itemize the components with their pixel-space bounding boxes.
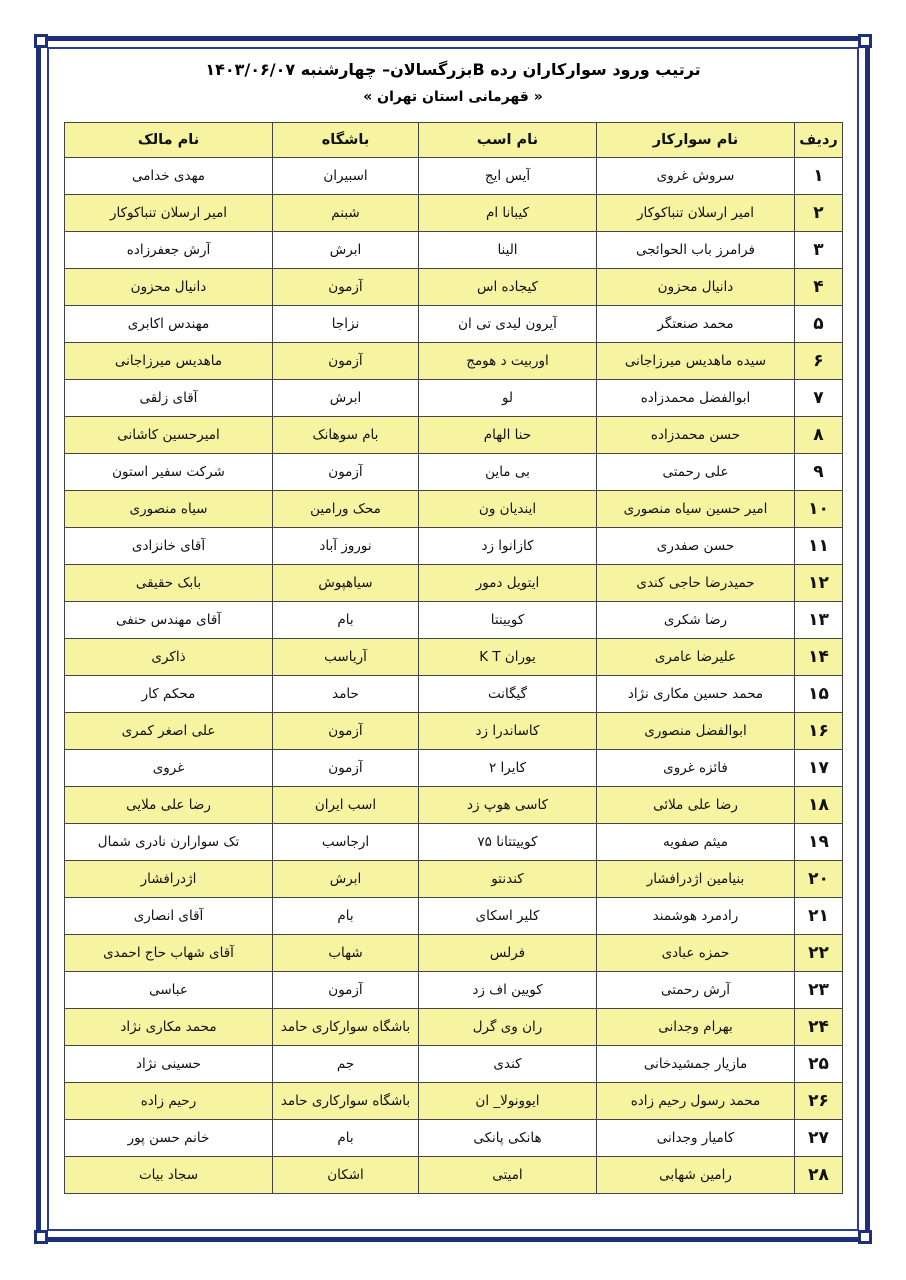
- column-header-horse-name: نام اسب: [419, 123, 597, 158]
- frame-corner-ornament: [858, 1230, 872, 1244]
- row-number-cell: ۲۳: [795, 972, 843, 1009]
- rider-name-cell: علیرضا عامری: [597, 639, 795, 676]
- club-name-cell: آزمون: [273, 713, 419, 750]
- table-row: [65, 1083, 843, 1120]
- horse-name-cell: کیبانا ام: [419, 195, 597, 232]
- table-row: [65, 898, 843, 935]
- club-name-cell: باشگاه سوارکاری حامد: [273, 1083, 419, 1120]
- rider-name-cell: حمیدرضا حاجی کندی: [597, 565, 795, 602]
- club-name-cell: بام سوهانک: [273, 417, 419, 454]
- club-name-cell: باشگاه سوارکاری حامد: [273, 1009, 419, 1046]
- rider-name-cell: بنیامین اژدرافشار: [597, 861, 795, 898]
- horse-name-cell: بی ماین: [419, 454, 597, 491]
- table-row: [65, 417, 843, 454]
- horse-name-cell: کویین اف زد: [419, 972, 597, 1009]
- row-number-cell: ۱: [795, 158, 843, 195]
- row-number-cell: ۲۰: [795, 861, 843, 898]
- table-row: [65, 1009, 843, 1046]
- owner-name-cell: خانم حسن پور: [65, 1120, 273, 1157]
- rider-name-cell: فائزه غروی: [597, 750, 795, 787]
- document-header: [64, 58, 842, 108]
- club-name-cell: اسبیران: [273, 158, 419, 195]
- owner-name-cell: بابک حقیقی: [65, 565, 273, 602]
- owner-name-cell: ماهدیس میرزاجانی: [65, 343, 273, 380]
- rider-name-cell: امیر حسین سیاه منصوری: [597, 491, 795, 528]
- owner-name-cell: حسینی نژاد: [65, 1046, 273, 1083]
- club-name-cell: آزمون: [273, 269, 419, 306]
- frame-corner-ornament: [34, 1230, 48, 1244]
- rider-name-cell: علی رحمتی: [597, 454, 795, 491]
- table-row: [65, 491, 843, 528]
- club-name-cell: ابرش: [273, 232, 419, 269]
- rider-name-cell: مازیار جمشیدخانی: [597, 1046, 795, 1083]
- row-number-cell: ۳: [795, 232, 843, 269]
- rider-name-cell: رامین شهابی: [597, 1157, 795, 1194]
- horse-name-cell: کیجاده اس: [419, 269, 597, 306]
- horse-name-cell: حنا الهام: [419, 417, 597, 454]
- horse-name-cell: کلیر اسکای: [419, 898, 597, 935]
- column-header-row-number: ردیف: [795, 123, 843, 158]
- row-number-cell: ۱۸: [795, 787, 843, 824]
- table-row: [65, 380, 843, 417]
- club-name-cell: بام: [273, 898, 419, 935]
- owner-name-cell: آقای خانزادی: [65, 528, 273, 565]
- row-number-cell: ۱۴: [795, 639, 843, 676]
- rider-order-table: [64, 122, 843, 1194]
- owner-name-cell: غروی: [65, 750, 273, 787]
- owner-name-cell: دانیال محزون: [65, 269, 273, 306]
- row-number-cell: ۱۷: [795, 750, 843, 787]
- horse-name-cell: کازانوا زد: [419, 528, 597, 565]
- club-name-cell: حامد: [273, 676, 419, 713]
- rider-name-cell: سروش غروی: [597, 158, 795, 195]
- table-row: [65, 158, 843, 195]
- horse-name-cell: ایندیان ون: [419, 491, 597, 528]
- row-number-cell: ۲۶: [795, 1083, 843, 1120]
- horse-name-cell: امیتی: [419, 1157, 597, 1194]
- rider-name-cell: حمزه عبادی: [597, 935, 795, 972]
- rider-name-cell: بهرام وجدانی: [597, 1009, 795, 1046]
- table-row: [65, 306, 843, 343]
- row-number-cell: ۲: [795, 195, 843, 232]
- document-subtitle: « قهرمانی استان تهران »: [363, 89, 543, 105]
- row-number-cell: ۶: [795, 343, 843, 380]
- row-number-cell: ۱۹: [795, 824, 843, 861]
- rider-name-cell: محمد حسین مکاری نژاد: [597, 676, 795, 713]
- row-number-cell: ۲۸: [795, 1157, 843, 1194]
- owner-name-cell: محمد مکاری نژاد: [65, 1009, 273, 1046]
- row-number-cell: ۱۵: [795, 676, 843, 713]
- horse-name-cell: کندنتو: [419, 861, 597, 898]
- table-row: [65, 676, 843, 713]
- club-name-cell: شبنم: [273, 195, 419, 232]
- column-header-rider-name: نام سوارکار: [597, 123, 795, 158]
- owner-name-cell: علی اصغر کمری: [65, 713, 273, 750]
- rider-name-cell: امیر ارسلان تنباکوکار: [597, 195, 795, 232]
- row-number-cell: ۲۲: [795, 935, 843, 972]
- table-row: [65, 787, 843, 824]
- owner-name-cell: آقای زلقی: [65, 380, 273, 417]
- club-name-cell: سیاهپوش: [273, 565, 419, 602]
- owner-name-cell: امیر ارسلان تنباکوکار: [65, 195, 273, 232]
- club-name-cell: نزاجا: [273, 306, 419, 343]
- rider-name-cell: فرامرز باب الحوائجی: [597, 232, 795, 269]
- rider-name-cell: ابوالفضل منصوری: [597, 713, 795, 750]
- table-row: [65, 824, 843, 861]
- row-number-cell: ۷: [795, 380, 843, 417]
- row-number-cell: ۴: [795, 269, 843, 306]
- club-name-cell: آزمون: [273, 343, 419, 380]
- rider-name-cell: میثم صفویه: [597, 824, 795, 861]
- row-number-cell: ۲۷: [795, 1120, 843, 1157]
- table-row: [65, 195, 843, 232]
- owner-name-cell: مهندس اکابری: [65, 306, 273, 343]
- rider-name-cell: رادمرد هوشمند: [597, 898, 795, 935]
- table-row: [65, 1120, 843, 1157]
- rider-name-cell: رضا شکری: [597, 602, 795, 639]
- table-row: [65, 861, 843, 898]
- club-name-cell: شهاب: [273, 935, 419, 972]
- horse-name-cell: ایتویل دمور: [419, 565, 597, 602]
- row-number-cell: ۱۱: [795, 528, 843, 565]
- table-row: [65, 602, 843, 639]
- horse-name-cell: هانکی پانکی: [419, 1120, 597, 1157]
- row-number-cell: ۱۶: [795, 713, 843, 750]
- horse-name-cell: اوربیت د هومج: [419, 343, 597, 380]
- table-row: [65, 454, 843, 491]
- owner-name-cell: محکم کار: [65, 676, 273, 713]
- table-row: [65, 972, 843, 1009]
- horse-name-cell: لو: [419, 380, 597, 417]
- table-row: [65, 935, 843, 972]
- club-name-cell: ارجاسب: [273, 824, 419, 861]
- owner-name-cell: آرش جعفرزاده: [65, 232, 273, 269]
- owner-name-cell: امیرحسین کاشانی: [65, 417, 273, 454]
- row-number-cell: ۲۱: [795, 898, 843, 935]
- owner-name-cell: رضا علی ملایی: [65, 787, 273, 824]
- horse-name-cell: کاسی هوپ زد: [419, 787, 597, 824]
- table-row: [65, 1157, 843, 1194]
- horse-name-cell: کویینتا: [419, 602, 597, 639]
- owner-name-cell: اژدرافشار: [65, 861, 273, 898]
- frame-corner-ornament: [858, 34, 872, 48]
- owner-name-cell: شرکت سفیر استون: [65, 454, 273, 491]
- rider-name-cell: محمد رسول رحیم زاده: [597, 1083, 795, 1120]
- row-number-cell: ۱۳: [795, 602, 843, 639]
- horse-name-cell: کندی: [419, 1046, 597, 1083]
- club-name-cell: ابرش: [273, 380, 419, 417]
- club-name-cell: ابرش: [273, 861, 419, 898]
- rider-name-cell: آرش رحمتی: [597, 972, 795, 1009]
- horse-name-cell: ایوونولا_ ان: [419, 1083, 597, 1120]
- rider-name-cell: سیده ماهدیس میرزاجانی: [597, 343, 795, 380]
- club-name-cell: آزمون: [273, 972, 419, 1009]
- owner-name-cell: تک سوارارن نادری شمال: [65, 824, 273, 861]
- rider-name-cell: ابوالفضل محمدزاده: [597, 380, 795, 417]
- owner-name-cell: عباسی: [65, 972, 273, 1009]
- row-number-cell: ۸: [795, 417, 843, 454]
- owner-name-cell: سجاد بیات: [65, 1157, 273, 1194]
- row-number-cell: ۱۰: [795, 491, 843, 528]
- club-name-cell: اشکان: [273, 1157, 419, 1194]
- row-number-cell: ۲۵: [795, 1046, 843, 1083]
- owner-name-cell: ذاکری: [65, 639, 273, 676]
- table-body: [65, 158, 843, 1194]
- club-name-cell: آزمون: [273, 750, 419, 787]
- table-row: [65, 639, 843, 676]
- table-row: [65, 343, 843, 380]
- owner-name-cell: رحیم زاده: [65, 1083, 273, 1120]
- horse-name-cell: آیس ایج: [419, 158, 597, 195]
- owner-name-cell: آقای انصاری: [65, 898, 273, 935]
- rider-name-cell: کامیار وجدانی: [597, 1120, 795, 1157]
- table-row: [65, 750, 843, 787]
- table-row: [65, 269, 843, 306]
- club-name-cell: محک ورامین: [273, 491, 419, 528]
- row-number-cell: ۵: [795, 306, 843, 343]
- rider-name-cell: حسن صفدری: [597, 528, 795, 565]
- document-title: ترتیب ورود سوارکاران رده Bبزرگسالان– چهارشنبه ۱۴۰۳/۰۶/۰۷: [205, 60, 701, 79]
- horse-name-cell: الینا: [419, 232, 597, 269]
- rider-name-cell: محمد صنعتگر: [597, 306, 795, 343]
- club-name-cell: آزمون: [273, 454, 419, 491]
- horse-name-cell: گیگانت: [419, 676, 597, 713]
- horse-name-cell: کایرا ۲: [419, 750, 597, 787]
- horse-name-cell: کاساندرا زد: [419, 713, 597, 750]
- horse-name-cell: کوییتتانا ۷۵: [419, 824, 597, 861]
- club-name-cell: جم: [273, 1046, 419, 1083]
- row-number-cell: ۲۴: [795, 1009, 843, 1046]
- row-number-cell: ۹: [795, 454, 843, 491]
- horse-name-cell: یوران K T: [419, 639, 597, 676]
- club-name-cell: آریاسب: [273, 639, 419, 676]
- table-row: [65, 1046, 843, 1083]
- owner-name-cell: مهدی خدامی: [65, 158, 273, 195]
- horse-name-cell: ران وی گرل: [419, 1009, 597, 1046]
- frame-corner-ornament: [34, 34, 48, 48]
- table-row: [65, 713, 843, 750]
- horse-name-cell: فرلس: [419, 935, 597, 972]
- club-name-cell: بام: [273, 602, 419, 639]
- owner-name-cell: آقای شهاب حاج احمدی: [65, 935, 273, 972]
- column-header-club: باشگاه: [273, 123, 419, 158]
- horse-name-cell: آیرون لیدی تی ان: [419, 306, 597, 343]
- table-row: [65, 565, 843, 602]
- owner-name-cell: سیاه منصوری: [65, 491, 273, 528]
- table-row: [65, 232, 843, 269]
- rider-name-cell: دانیال محزون: [597, 269, 795, 306]
- table-row: [65, 528, 843, 565]
- row-number-cell: ۱۲: [795, 565, 843, 602]
- owner-name-cell: آقای مهندس حنفی: [65, 602, 273, 639]
- club-name-cell: اسب ایران: [273, 787, 419, 824]
- table-header-row: [65, 123, 843, 158]
- club-name-cell: نوروز آباد: [273, 528, 419, 565]
- rider-name-cell: حسن محمدزاده: [597, 417, 795, 454]
- column-header-owner-name: نام مالک: [65, 123, 273, 158]
- club-name-cell: بام: [273, 1120, 419, 1157]
- rider-name-cell: رضا علی ملائی: [597, 787, 795, 824]
